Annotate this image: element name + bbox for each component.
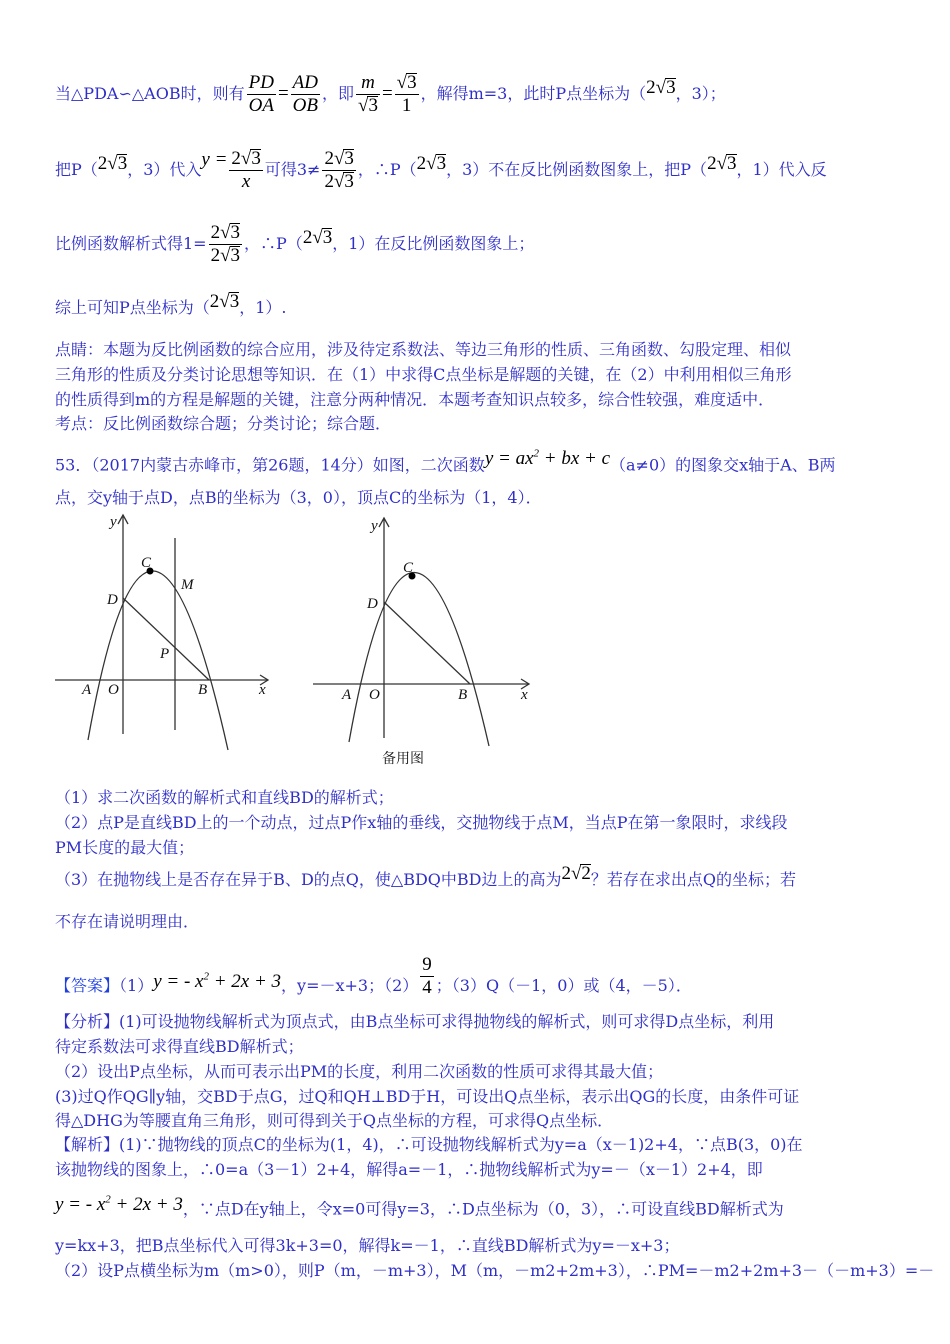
- sub-question-1: （1）求二次函数的解析式和直线BD的解析式；: [55, 788, 394, 807]
- fraction-2root3-x: $\frac{2√3}{x}$: [231, 148, 261, 192]
- fraction-ad-ob: $\frac{AD}{OB}$: [292, 72, 318, 116]
- fraction-2root3-2root3: $\frac{2√3}{2√3}$: [324, 148, 354, 192]
- answer-line: 【答案】（1）y = - $x^2 + 2x + 3$，y=－x+3；（2） $\frac{9}{4}$ ；（3）Q（－1，0）或（4，－5）．: [55, 954, 692, 998]
- label-a: A: [82, 682, 92, 698]
- solution-line-4: y=kx+3，把B点坐标代入可得3k+3=0，解得k=－1，∴直线BD解析式为y=－x+3；: [55, 1236, 680, 1255]
- sub-question-3-line-2: 不存在请说明理由．: [55, 912, 200, 931]
- formula-quadratic: $y = ax^2$ + bx + c: [484, 448, 611, 470]
- text: 当△PDA∽△AOB时，则有: [55, 84, 245, 103]
- analysis-line-3: （2）设出P点坐标，从而可表示出PM的长度，利用二次函数的性质可求得其最大值；: [55, 1062, 664, 1081]
- line-bd: [384, 602, 470, 684]
- solution-line-3: y = - $x^2 + 2x + 3$，∵点D在y轴上，令x=0可得y=3，∴D点坐标为（0，3），∴可设直线BD解析式为: [55, 1194, 784, 1219]
- note-line-3: 的性质得到m的方程是解题的关键，注意分两种情况．本题考查知识点较多，综合性较强，难度适中．: [55, 390, 775, 409]
- text: ，解得m=3，此时P点坐标为（: [420, 84, 647, 103]
- note-line-1: 点睛：本题为反比例函数的综合应用，涉及待定系数法、等边三角形的性质、三角函数、勾股定理、相似: [55, 340, 792, 359]
- figure-parabola-spare: [305, 510, 545, 750]
- text-line-similar-triangles: 当△PDA∽△AOB时，则有 $\frac{PD}{OA}$ = $\frac{AD}{OB}$ ，即 $\frac{m}{√3}$ = $\frac{√3}{1}$ ，解得m=3，此时P点坐标为（2√3，3）；: [55, 72, 726, 116]
- label-x: x: [259, 682, 266, 698]
- line-bd: [123, 598, 209, 680]
- label-b: B: [198, 682, 208, 698]
- text-line-check: 比例函数解析式得1= $\frac{2√3}{2√3}$ ，∴P（2√3，1）在反比例函数图象上；: [55, 222, 535, 266]
- analysis-line-2: 待定系数法可求得直线BD解析式；: [55, 1037, 304, 1056]
- solution-line-1: 【解析】(1)∵抛物线的顶点C的坐标为(1，4)，∴可设抛物线解析式为y=a（x－1)2+4，∵点B(3，0)在: [55, 1135, 803, 1154]
- fraction-root3-1: $\frac{√3}{1}$: [396, 72, 417, 116]
- equals: =: [277, 83, 289, 104]
- label-d: D: [107, 592, 118, 608]
- figure-parabola-main: [50, 510, 290, 760]
- label-c: C: [403, 560, 414, 576]
- fraction-pd-oa: $\frac{PD}{OA}$: [248, 72, 274, 116]
- label-m: M: [181, 577, 194, 593]
- label-d: D: [367, 596, 378, 612]
- label-c: C: [141, 555, 152, 571]
- analysis-line-4: (3)过Q作QG∥y轴，交BD于点G，过Q和QH⊥BD于H，可设出Q点坐标，表示出QG的长度，由条件可证: [55, 1087, 800, 1106]
- label-o: O: [369, 687, 380, 703]
- text: ，即: [321, 84, 354, 103]
- text: ，3）；: [675, 84, 726, 103]
- fraction-m-root3: $\frac{m}{√3}$: [358, 72, 378, 116]
- label-b: B: [458, 687, 468, 703]
- label-y: y: [110, 514, 117, 530]
- question-53-line-1: 53．（2017内蒙古赤峰市，第26题，14分）如图，二次函数$y = ax^2$ + bx + c（a≠0）的图象交x轴于A、B两: [55, 448, 836, 475]
- label-y: y: [371, 518, 378, 534]
- answer-label: 【答案】: [55, 976, 120, 995]
- solution-line-2: 该抛物线的图象上，∴0=a（3－1）2+4，解得a=－1，∴抛物线解析式为y=－（x－1）2+4，即: [55, 1160, 763, 1179]
- analysis-line-1: 【分析】(1)可设抛物线解析式为顶点式，由B点坐标可求得抛物线的解析式，则可求得D点坐标，利用: [55, 1012, 775, 1031]
- coord-2root3: 2√3: [646, 77, 676, 98]
- label-p: P: [160, 646, 170, 662]
- note-line-4: 考点：反比例函数综合题；分类讨论；综合题．: [55, 414, 392, 433]
- text-line-conclusion: 综上可知P点坐标为（2√3，1）.: [55, 291, 287, 317]
- label-x: x: [521, 687, 528, 703]
- analysis-line-5: 得△DHG为等腰直角三角形，则可得到关于Q点坐标的方程，可求得Q点坐标．: [55, 1111, 614, 1130]
- question-53-line-2: 点，交y轴于点D，点B的坐标为（3，0），顶点C的坐标为（1，4）．: [55, 488, 542, 507]
- figure-caption: 备用图: [382, 751, 424, 767]
- sub-question-2-line-2: PM长度的最大值；: [55, 838, 195, 857]
- text-line-substitute: 把P（2√3，3）代入y = $\frac{2√3}{x}$ 可得3≠ $\frac{2√3}{2√3}$ ，∴P（2√3，3）不在反比例函数图象上，把P（2√3，1）代入反: [55, 148, 827, 192]
- label-a: A: [342, 687, 352, 703]
- formula-y: y =: [201, 149, 228, 170]
- label-o: O: [108, 682, 119, 698]
- sub-question-2-line-1: （2）点P是直线BD上的一个动点，过点P作x轴的垂线，交抛物线于点M，当点P在第一象限时，求线段: [55, 813, 788, 832]
- note-line-2: 三角形的性质及分类讨论思想等知识．在（1）中求得C点坐标是解题的关键，在（2）中利用相似三角形: [55, 365, 792, 384]
- sub-question-3-line-1: （3）在抛物线上是否存在异于B、D的点Q，使△BDQ中BD边上的高为2√2？若存在求出点Q的坐标；若: [55, 863, 797, 889]
- solution-line-5: （2）设P点横坐标为m（m>0），则P（m，－m+3），M（m，－m2+2m+3），∴PM=－m2+2m+3－（－m+3）=－: [55, 1261, 935, 1280]
- fraction-9-4: $\frac{9}{4}$: [422, 954, 432, 998]
- fraction-check: $\frac{2√3}{2√3}$: [210, 222, 241, 266]
